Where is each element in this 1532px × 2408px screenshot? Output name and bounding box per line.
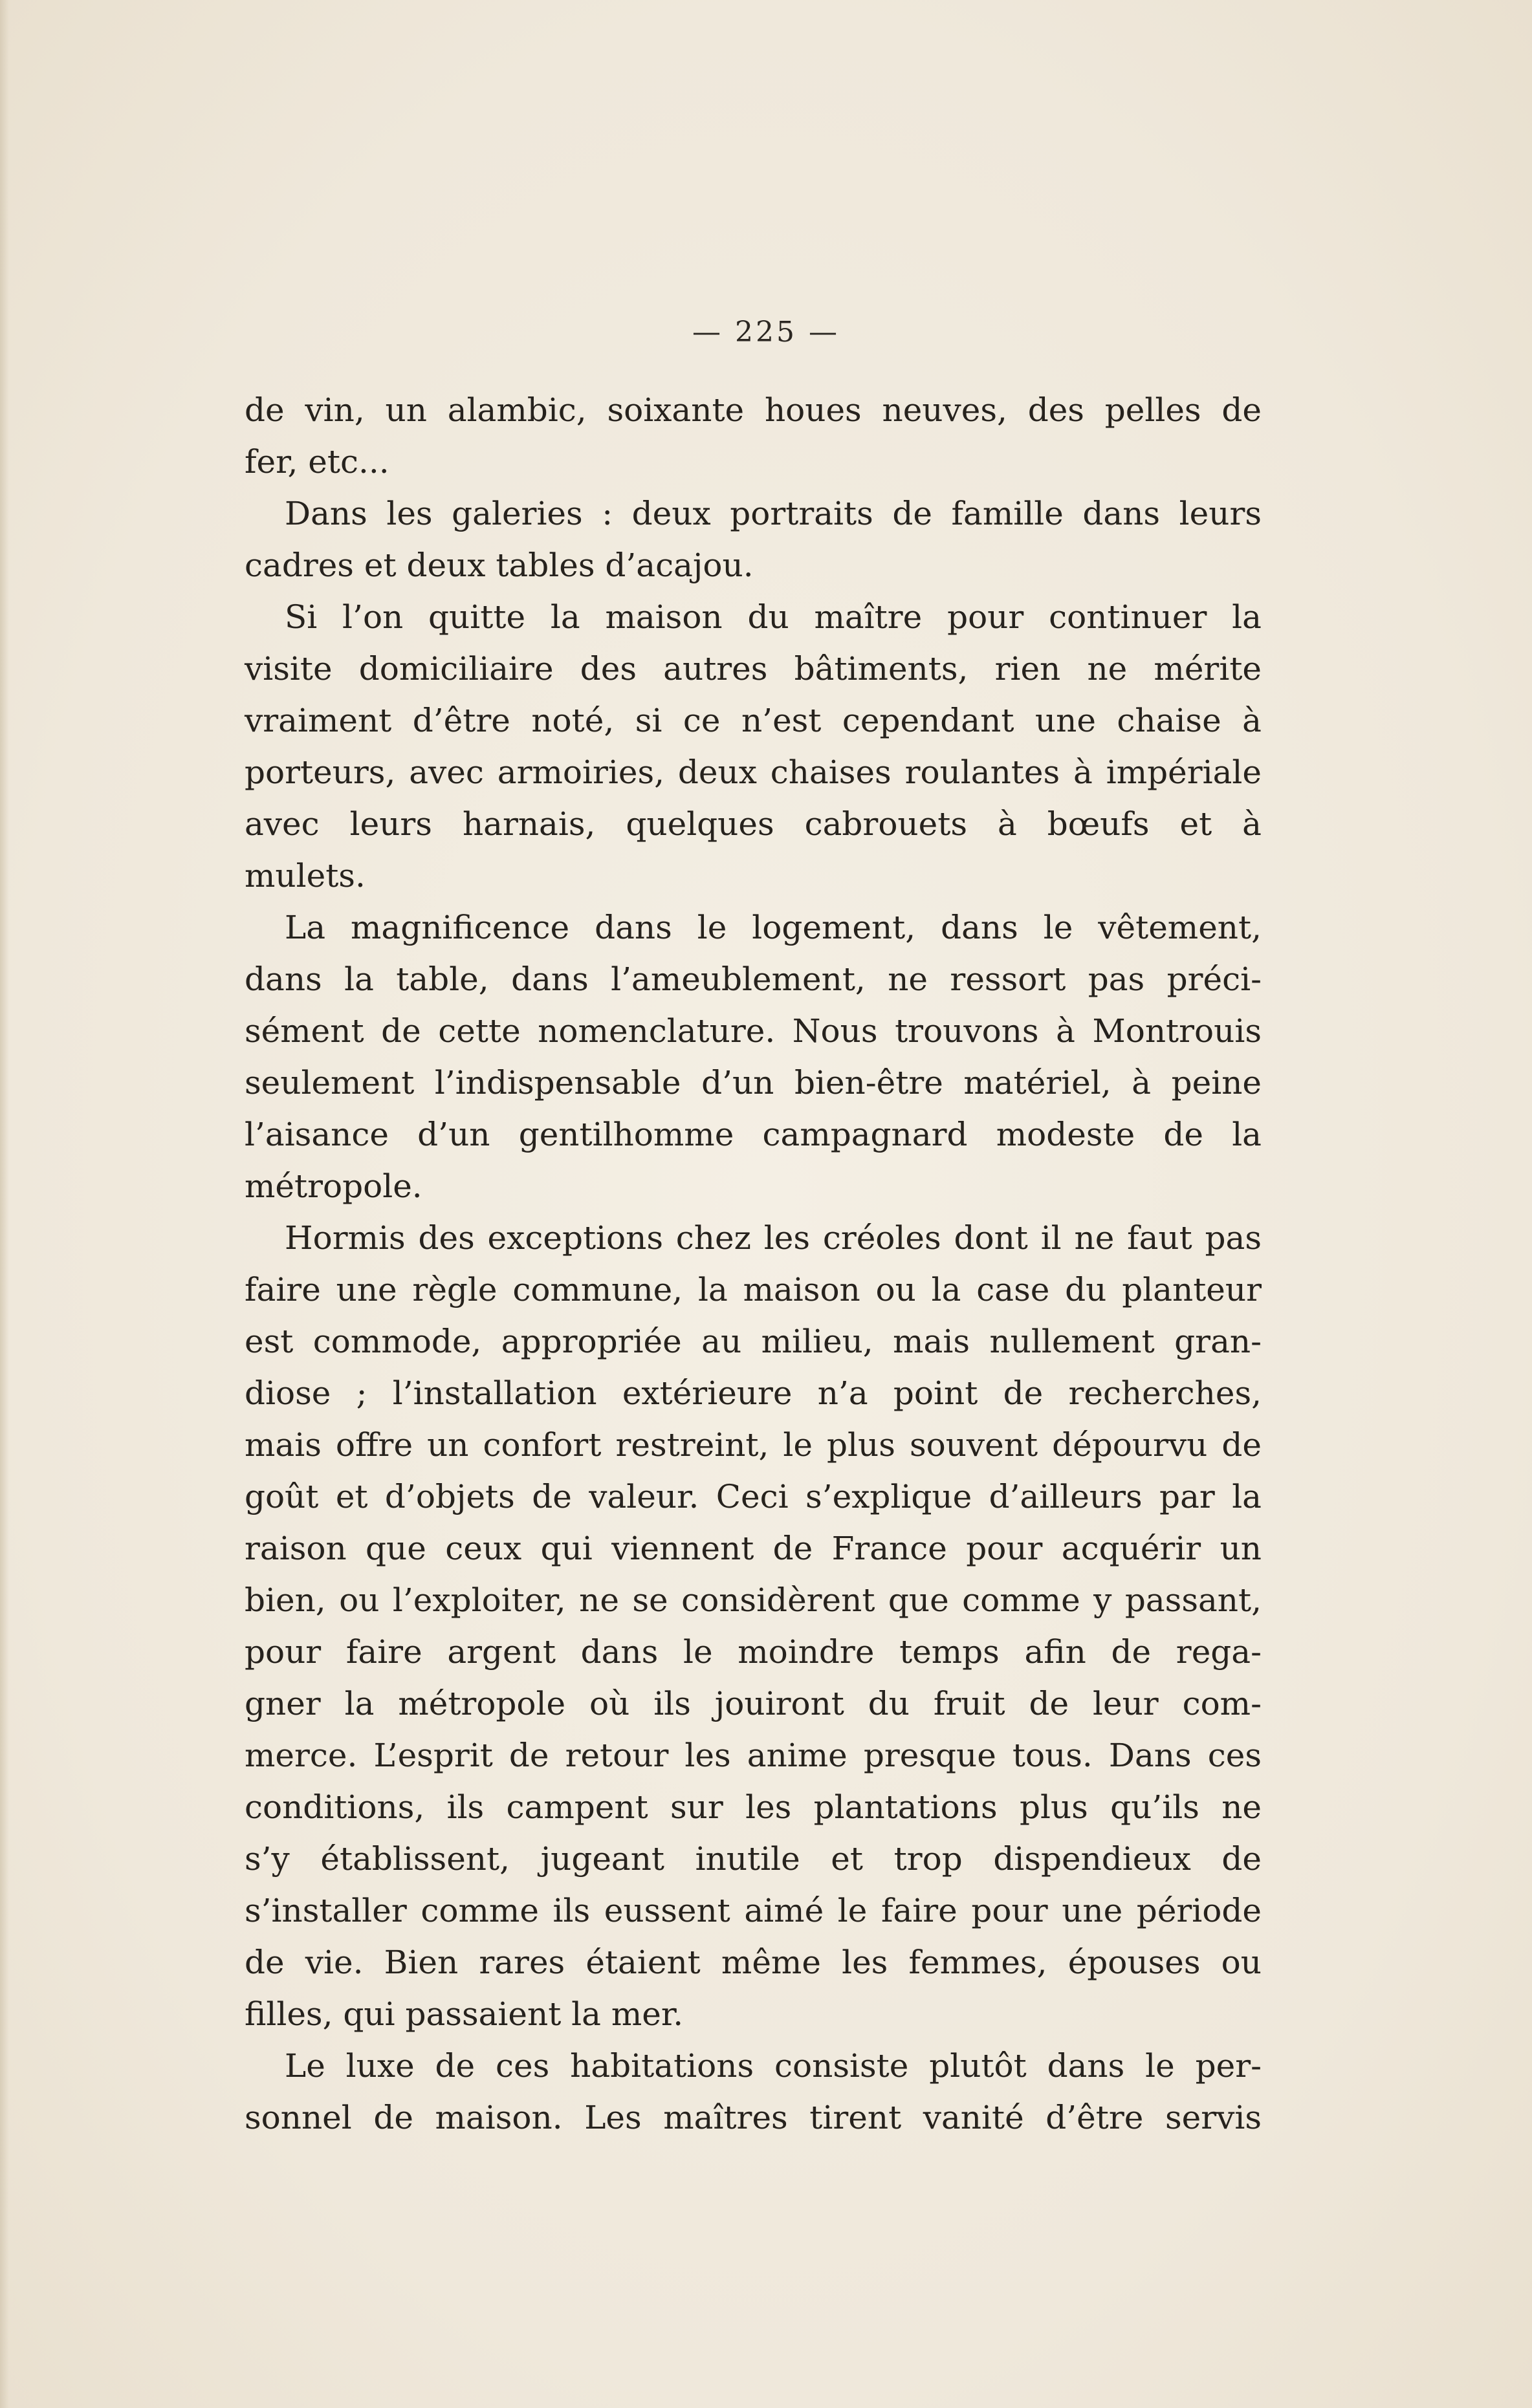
- text-line: seulement l’indispensable d’un bien-être matériel, à peine: [245, 1064, 1262, 1101]
- text-line: goût et d’objets de valeur. Ceci s’explique d’ailleurs par la: [245, 1478, 1262, 1515]
- text-line: mulets.: [245, 857, 366, 895]
- text-line: gner la métropole où ils jouiront du fruit de leur com-: [245, 1685, 1262, 1722]
- text-line: pour faire argent dans le moindre temps afin de rega-: [245, 1633, 1262, 1671]
- page-edge-shadow: [0, 0, 9, 2408]
- text-line: s’y établissent, jugeant inutile et trop dispendieux de: [245, 1840, 1262, 1878]
- text-line: s’installer comme ils eussent aimé le faire pour une période: [245, 1892, 1262, 1929]
- text-line: avec leurs harnais, quelques cabrouets à bœufs et à: [245, 805, 1262, 843]
- text-line: filles, qui passaient la mer.: [245, 1995, 684, 2033]
- text-line: diose ; l’installation extérieure n’a point de recherches,: [245, 1374, 1262, 1412]
- text-line: mais offre un confort restreint, le plus souvent dépourvu de: [245, 1426, 1262, 1464]
- text-line: cadres et deux tables d’acajou.: [245, 547, 754, 584]
- text-line: sonnel de maison. Les maîtres tirent vanité d’être servis: [245, 2099, 1262, 2136]
- text-line: porteurs, avec armoiries, deux chaises roulantes à impériale: [245, 754, 1262, 791]
- text-line: l’aisance d’un gentilhomme campagnard modeste de la: [245, 1116, 1262, 1153]
- text-line: raison que ceux qui viennent de France pour acquérir un: [245, 1530, 1262, 1567]
- text-line: Hormis des exceptions chez les créoles dont il ne faut pas: [285, 1219, 1262, 1257]
- text-line: sément de cette nomenclature. Nous trouvons à Montrouis: [245, 1012, 1262, 1050]
- text-line: Si l’on quitte la maison du maître pour continuer la: [285, 598, 1262, 636]
- text-line: faire une règle commune, la maison ou la case du planteur: [245, 1271, 1262, 1308]
- text-line: Le luxe de ces habitations consiste plutôt dans le per-: [285, 2047, 1262, 2085]
- text-line: de vin, un alambic, soixante houes neuves, des pelles de: [245, 391, 1262, 429]
- text-line: dans la table, dans l’ameublement, ne ressort pas préci-: [245, 960, 1262, 998]
- body-text: [245, 384, 1262, 2143]
- text-line: est commode, appropriée au milieu, mais nullement gran-: [245, 1323, 1262, 1360]
- page-number: — 225 —: [692, 316, 840, 349]
- text-line: métropole.: [245, 1167, 422, 1205]
- text-line: Dans les galeries : deux portraits de famille dans leurs: [285, 495, 1262, 532]
- text-line: fer, etc...: [245, 443, 389, 481]
- text-line: bien, ou l’exploiter, ne se considèrent que comme y passant,: [245, 1581, 1262, 1619]
- text-line: merce. L’esprit de retour les anime presque tous. Dans ces: [245, 1737, 1262, 1774]
- text-line: conditions, ils campent sur les plantations plus qu’ils ne: [245, 1788, 1262, 1826]
- text-line: de vie. Bien rares étaient même les femmes, épouses ou: [245, 1944, 1262, 1981]
- text-line: La magnificence dans le logement, dans le vêtement,: [285, 909, 1262, 946]
- text-line: vraiment d’être noté, si ce n’est cependant une chaise à: [245, 702, 1262, 739]
- text-line: visite domiciliaire des autres bâtiments, rien ne mérite: [245, 650, 1262, 688]
